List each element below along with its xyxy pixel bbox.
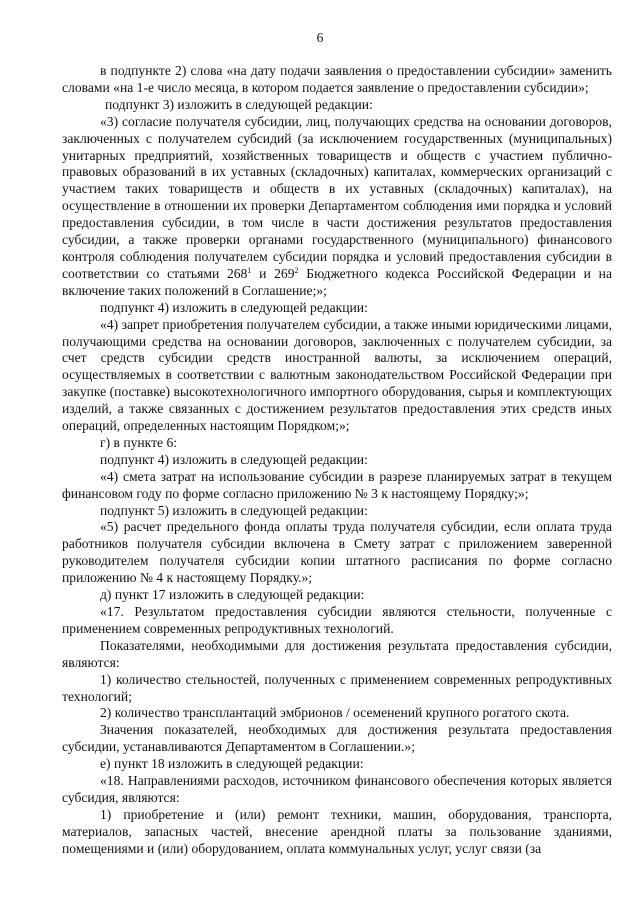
document-body — [62, 63, 612, 858]
paragraph-19: 1) приобретение и (или) ремонт техники, машин, оборудования, транспорта, материалов, запасных частей, внесение арендной платы за пользование зданиями, помещениями и (или) оборудованием, оплата коммунальных услуг, услуг связи (за — [62, 806, 612, 856]
paragraph-4: подпункт 4) изложить в следующей редакции: — [100, 299, 368, 315]
paragraph-12: «17. Результатом предоставления субсидии являются стельности, полученные с применением современных репродуктивных технологий. — [62, 604, 612, 636]
paragraph-3-text-b: и 269 — [251, 265, 295, 281]
paragraph-16: Значения показателей, необходимых для достижения результата предоставления субсидии, устанавливаются Департаментом в Соглашении.»; — [62, 722, 612, 755]
paragraph-13: Показателями, необходимыми для достижения результата предоставления субсидии, являются: — [62, 637, 612, 670]
superscript-2: 2 — [294, 265, 299, 275]
paragraph-14: 1) количество стельностей, полученных с применением современных репродуктивных технологий; — [62, 671, 612, 704]
paragraph-1: в подпункте 2) слова «на дату подачи заявления о предоставлении субсидии» заменить словами «на 1-е число месяца, в котором подается заявление о предоставлении субсидии»; — [62, 63, 612, 95]
page-number: 6 — [316, 30, 324, 45]
paragraph-9: подпункт 5) изложить в следующей редакции: — [100, 502, 368, 518]
paragraph-17: е) пункт 18 изложить в следующей редакции: — [100, 756, 364, 772]
paragraph-18: «18. Направлениями расходов, источником финансового обеспечения которых является субсидия, являются: — [62, 773, 612, 805]
paragraph-10: «5) расчет предельного фонда оплаты труда получателя субсидии, если оплата труда работников получателя субсидии включена в Смету затрат с приложением заверенной руководителем получателя субсидии копии штатного расписания по форме согласно приложению № 4 к настоящему Порядку.»; — [62, 519, 612, 586]
paragraph-2: подпункт 3) изложить в следующей редакции: — [105, 96, 373, 112]
paragraph-3-text-c: Бюджетного кодекса Российской Федерации и на включение таких положений в Соглашение;»; — [62, 265, 612, 298]
paragraph-8: «4) смета затрат на использование субсидии в разрезе планируемых затрат в текущем финансовом году по форме согласно приложению № 3 к настоящему Порядку;»; — [62, 468, 612, 501]
paragraph-3-text: «3) согласие получателя субсидии, лиц, получающих средства на основании договоров, заключенных с получателем субсидий (за исключением государственных (муниципальных) унитарных предприятий, хозяйственных товариществ и обществ с участием публично-правовых образований в их уставных (складочных) капиталах, коммерческих организаций с участием таких товариществ и обществ в их уставных (складочных) капиталах), на осуществление в отношении их проверки Департаментом соблюдения ими порядка и условий предоставления субсидии, в том числе в части достижения результатов предоставления субсидии, а также проверки органами государственного (муниципального) финансового контроля соблюдения получателем субсидии порядка и условий предоставления субсидии в соответствии со статьями 268 — [62, 113, 612, 281]
paragraph-11: д) пункт 17 изложить в следующей редакции: — [100, 587, 365, 603]
paragraph-7: подпункт 4) изложить в следующей редакции: — [100, 451, 368, 467]
superscript-1: 1 — [247, 265, 252, 275]
paragraph-5: «4) запрет приобретения получателем субсидии, а также иными юридическими лицами, получающими средства на основании договоров, заключенных с получателем субсидии, за счет средств субсидии средств иностранной валюты, за исключением операций, осуществляемых в соответствии с валютным законодательством Российской Федерации при закупке (поставке) высокотехнологичного импортного оборудования, сырья и комплектующих изделий, а также связанных с достижением результатов предоставления этих средств иных операций, определенных настоящим Порядком;»; — [62, 316, 612, 434]
paragraph-6: г) в пункте 6: — [100, 434, 178, 450]
paragraph-15: 2) количество трансплантаций эмбрионов / осеменений крупного рогатого скота. — [100, 705, 570, 721]
paragraph-3 — [62, 114, 612, 300]
